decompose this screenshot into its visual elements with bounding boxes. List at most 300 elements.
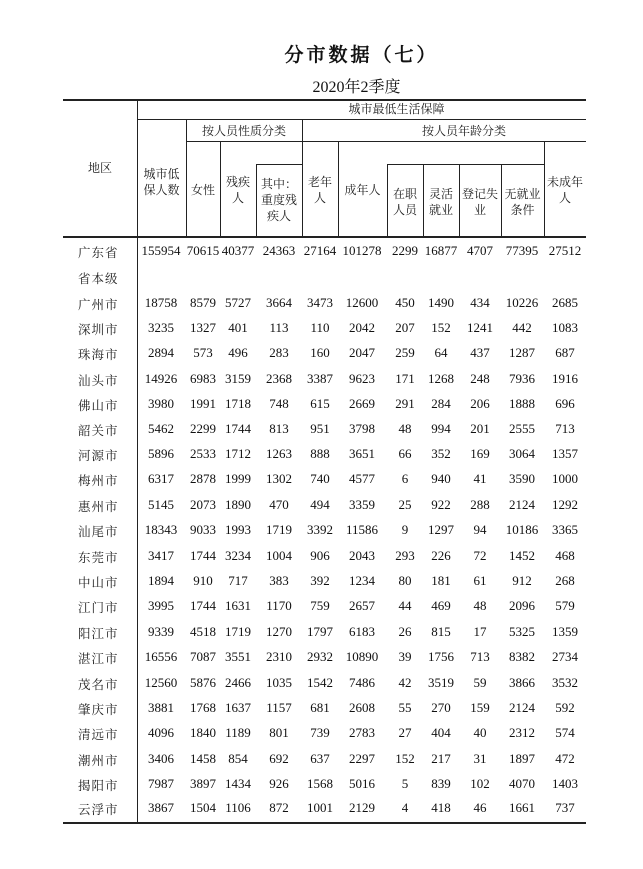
table-cell: 1840 <box>190 725 216 740</box>
table-cell: 1297 <box>428 522 454 537</box>
region-label: 广州市 <box>78 297 119 312</box>
region-label: 梅州市 <box>78 473 119 488</box>
header-total-line2: 保人数 <box>143 183 180 197</box>
table-cell: 10186 <box>505 522 539 537</box>
table-cell: 9339 <box>148 624 174 639</box>
table-cell: 94 <box>473 522 487 537</box>
table-cell: 171 <box>395 371 415 386</box>
table-cell: 1359 <box>552 624 578 639</box>
table-cell: 1270 <box>266 624 292 639</box>
table-cell: 951 <box>310 421 330 436</box>
table-cell: 27164 <box>303 243 337 258</box>
table-cell: 1631 <box>225 598 251 613</box>
table-cell: 926 <box>269 776 289 791</box>
table-cell: 994 <box>431 421 451 436</box>
table-cell: 160 <box>310 345 330 360</box>
table-cell: 910 <box>193 573 213 588</box>
header-adult-line1: 成年人 <box>344 183 381 197</box>
table-cell: 1768 <box>190 700 216 715</box>
table-cell: 1916 <box>552 371 578 386</box>
table-cell: 1357 <box>552 446 578 461</box>
region-label: 省本级 <box>78 271 119 286</box>
table-cell: 815 <box>431 624 451 639</box>
table-cell: 159 <box>470 700 490 715</box>
table-cell: 1292 <box>552 497 578 512</box>
table-cell: 2047 <box>349 345 375 360</box>
table-cell: 3234 <box>225 548 251 563</box>
header-elderly-line2: 人 <box>313 191 326 205</box>
region-label: 珠海市 <box>78 347 119 362</box>
table-cell: 839 <box>431 776 451 791</box>
table-cell: 1189 <box>225 725 251 740</box>
table-cell: 1718 <box>225 396 251 411</box>
table-cell: 496 <box>228 345 248 360</box>
table-cell: 226 <box>431 548 451 563</box>
table-cell: 27512 <box>548 243 582 258</box>
region-label: 湛江市 <box>78 651 119 666</box>
header-group: 城市最低生活保障 <box>348 102 445 116</box>
table-cell: 101278 <box>342 243 382 258</box>
table-cell: 2368 <box>266 371 292 386</box>
table-cell: 2555 <box>509 421 535 436</box>
table-cell: 1568 <box>307 776 333 791</box>
header-flexible-line2: 就业 <box>428 203 453 217</box>
table-cell: 248 <box>470 371 490 386</box>
rule-under-group <box>137 119 586 120</box>
table-cell: 268 <box>555 573 575 588</box>
table-cell: 740 <box>310 471 330 486</box>
region-label: 佛山市 <box>78 398 119 413</box>
table-cell: 1170 <box>266 598 292 613</box>
table-cell: 44 <box>398 598 412 613</box>
table-cell: 888 <box>310 446 330 461</box>
region-label: 中山市 <box>78 575 119 590</box>
table-cell: 2669 <box>349 396 375 411</box>
table-cell: 288 <box>470 497 490 512</box>
header-elderly <box>302 174 338 206</box>
table-cell: 3980 <box>148 396 174 411</box>
table-cell: 80 <box>398 573 412 588</box>
table-cell: 383 <box>269 573 289 588</box>
table-cell: 696 <box>555 396 575 411</box>
table-cell: 906 <box>310 548 330 563</box>
table-cell: 70615 <box>186 243 220 258</box>
table-cell: 64 <box>434 345 448 360</box>
region-label: 深圳市 <box>78 322 119 337</box>
table-cell: 1490 <box>428 295 454 310</box>
table-cell: 24363 <box>262 243 296 258</box>
table-cell: 6983 <box>190 371 216 386</box>
table-cell: 11586 <box>345 522 379 537</box>
table-cell: 2466 <box>225 675 251 690</box>
table-cell: 2932 <box>307 649 333 664</box>
table-cell: 8382 <box>509 649 535 664</box>
table-cell: 1888 <box>509 396 535 411</box>
header-minor-line1: 未成年 <box>546 175 583 189</box>
table-cell: 1327 <box>190 320 216 335</box>
table-cell: 12600 <box>345 295 379 310</box>
table-cell: 713 <box>470 649 490 664</box>
table-cell: 2310 <box>266 649 292 664</box>
table-cell: 3995 <box>148 598 174 613</box>
header-disabled-line1: 残疾 <box>225 175 250 189</box>
table-cell: 1234 <box>349 573 375 588</box>
table-cell: 2096 <box>509 598 535 613</box>
table-cell: 2608 <box>349 700 375 715</box>
table-cell: 1458 <box>190 751 216 766</box>
table-cell: 1993 <box>225 522 251 537</box>
table-cell: 2042 <box>349 320 375 335</box>
table-cell: 5016 <box>349 776 375 791</box>
table-cell: 2297 <box>349 751 375 766</box>
table-cell: 18758 <box>144 295 178 310</box>
table-cell: 801 <box>269 725 289 740</box>
table-cell: 5 <box>401 776 409 791</box>
table-cell: 1890 <box>225 497 251 512</box>
table-cell: 5876 <box>190 675 216 690</box>
table-cell: 692 <box>269 751 289 766</box>
table-cell: 3798 <box>349 421 375 436</box>
table-cell: 46 <box>473 800 487 815</box>
table-cell: 1403 <box>552 776 578 791</box>
table-cell: 61 <box>473 573 487 588</box>
header-employed-line1: 在职 <box>392 187 417 201</box>
header-registered <box>459 186 501 218</box>
table-cell: 1542 <box>307 675 333 690</box>
table-cell: 3387 <box>307 371 333 386</box>
table-cell: 1035 <box>266 675 292 690</box>
table-cell: 1000 <box>552 471 578 486</box>
table-cell: 5462 <box>148 421 174 436</box>
table-cell: 9623 <box>349 371 375 386</box>
table-cell: 39 <box>398 649 412 664</box>
table-cell: 9033 <box>190 522 216 537</box>
table-cell: 4518 <box>190 624 216 639</box>
table-cell: 1719 <box>225 624 251 639</box>
table-cell: 31 <box>473 751 487 766</box>
table-cell: 2073 <box>190 497 216 512</box>
table-cell: 404 <box>431 725 451 740</box>
table-cell: 1106 <box>225 800 251 815</box>
table-cell: 259 <box>395 345 415 360</box>
table-cell: 2043 <box>349 548 375 563</box>
table-cell: 739 <box>310 725 330 740</box>
region-label: 潮州市 <box>78 753 119 768</box>
rule-severe-top <box>256 164 302 165</box>
table-cell: 4 <box>401 800 409 815</box>
table-cell: 7486 <box>349 675 375 690</box>
table-cell: 392 <box>310 573 330 588</box>
table-cell: 155954 <box>141 243 181 258</box>
table-cell: 7987 <box>148 776 174 791</box>
table-cell: 40377 <box>221 243 255 258</box>
header-disabled-line2: 人 <box>231 191 244 205</box>
table-cell: 2533 <box>190 446 216 461</box>
table-cell: 637 <box>310 751 330 766</box>
table-cell: 1712 <box>225 446 251 461</box>
table-cell: 3064 <box>509 446 535 461</box>
header-employed-line2: 人员 <box>392 203 417 217</box>
table-cell: 1157 <box>266 700 292 715</box>
page-title: 分市数据（七） <box>284 44 439 66</box>
table-cell: 5896 <box>148 446 174 461</box>
table-cell: 3473 <box>307 295 333 310</box>
table-cell: 283 <box>269 345 289 360</box>
table-cell: 25 <box>398 497 412 512</box>
table-cell: 6183 <box>349 624 375 639</box>
table-cell: 14926 <box>144 371 178 386</box>
table-cell: 468 <box>555 548 575 563</box>
table-cell: 1263 <box>266 446 292 461</box>
table-cell: 10890 <box>345 649 379 664</box>
table-cell: 713 <box>555 421 575 436</box>
table-cell: 8579 <box>190 295 216 310</box>
header-severe-line2: 重度残 <box>260 193 297 207</box>
table-cell: 1897 <box>509 751 535 766</box>
table-cell: 437 <box>470 345 490 360</box>
header-flexible-line1: 灵活 <box>428 187 453 201</box>
table-cell: 854 <box>228 751 248 766</box>
table-cell: 9 <box>401 522 409 537</box>
header-minor-line2: 人 <box>558 191 571 205</box>
table-cell: 813 <box>269 421 289 436</box>
table-cell: 470 <box>269 497 289 512</box>
rule-work-top <box>387 164 544 165</box>
table-cell: 1004 <box>266 548 292 563</box>
table-cell: 940 <box>431 471 451 486</box>
table-cell: 1661 <box>509 800 535 815</box>
table-cell: 2124 <box>509 497 535 512</box>
table-cell: 1452 <box>509 548 535 563</box>
header-female-line1: 女性 <box>190 183 215 197</box>
table-cell: 59 <box>473 675 487 690</box>
table-cell: 2878 <box>190 471 216 486</box>
table-cell: 574 <box>555 725 575 740</box>
region-label: 揭阳市 <box>78 778 119 793</box>
table-cell: 4707 <box>467 243 493 258</box>
table-cell: 450 <box>395 295 415 310</box>
table-cell: 3392 <box>307 522 333 537</box>
table-cell: 2783 <box>349 725 375 740</box>
table-cell: 1797 <box>307 624 333 639</box>
table-cell: 681 <box>310 700 330 715</box>
table-cell: 40 <box>473 725 487 740</box>
header-by-age: 按人员年龄分类 <box>421 124 506 138</box>
table-cell: 1241 <box>467 320 493 335</box>
table-cell: 922 <box>431 497 451 512</box>
table-cell: 1744 <box>190 598 216 613</box>
table-cell: 4096 <box>148 725 174 740</box>
table-cell: 66 <box>398 446 412 461</box>
table-cell: 3365 <box>552 522 578 537</box>
table-cell: 3519 <box>428 675 454 690</box>
region-label: 清远市 <box>78 727 119 742</box>
region-label: 河源市 <box>78 448 119 463</box>
table-cell: 2734 <box>552 649 578 664</box>
table-cell: 1637 <box>225 700 251 715</box>
table-cell: 3881 <box>148 700 174 715</box>
table-cell: 206 <box>470 396 490 411</box>
table-cell: 12560 <box>144 675 178 690</box>
table-cell: 2299 <box>190 421 216 436</box>
table-cell: 169 <box>470 446 490 461</box>
table-cell: 5727 <box>225 295 251 310</box>
region-label: 广东省 <box>78 245 119 260</box>
header-adult <box>338 182 387 198</box>
header-registered-line1: 登记失 <box>461 187 498 201</box>
region-label: 江门市 <box>78 600 119 615</box>
header-severe <box>256 176 302 224</box>
table-cell: 4070 <box>509 776 535 791</box>
table-cell: 912 <box>512 573 532 588</box>
region-label: 云浮市 <box>78 802 119 817</box>
table-cell: 592 <box>555 700 575 715</box>
table-cell: 1719 <box>266 522 292 537</box>
table-cell: 2894 <box>148 345 174 360</box>
header-female <box>186 182 220 198</box>
table-cell: 494 <box>310 497 330 512</box>
table-cell: 748 <box>269 396 289 411</box>
header-elderly-line1: 老年 <box>307 175 332 189</box>
table-cell: 48 <box>473 598 487 613</box>
page-subtitle: 2020年2季度 <box>312 79 401 96</box>
table-cell: 152 <box>395 751 415 766</box>
table-cell: 217 <box>431 751 451 766</box>
table-cell: 1001 <box>307 800 333 815</box>
table-cell: 579 <box>555 598 575 613</box>
table-cell: 3532 <box>552 675 578 690</box>
table-cell: 6317 <box>148 471 174 486</box>
table-cell: 1504 <box>190 800 216 815</box>
table-cell: 2129 <box>349 800 375 815</box>
header-no-condition-line1: 无就业 <box>504 187 541 201</box>
table-cell: 1744 <box>225 421 251 436</box>
table-cell: 1268 <box>428 371 454 386</box>
table-cell: 1894 <box>148 573 174 588</box>
table-cell: 2312 <box>509 725 535 740</box>
header-severe-line3: 疾人 <box>266 209 291 223</box>
table-cell: 16877 <box>424 243 458 258</box>
table-cell: 16556 <box>144 649 178 664</box>
table-cell: 442 <box>512 320 532 335</box>
table-cell: 737 <box>555 800 575 815</box>
header-minor <box>544 174 586 206</box>
table-cell: 17 <box>473 624 487 639</box>
table-cell: 615 <box>310 396 330 411</box>
table-cell: 717 <box>228 573 248 588</box>
table-cell: 687 <box>555 345 575 360</box>
table-cell: 3651 <box>349 446 375 461</box>
region-label: 茂名市 <box>78 677 119 692</box>
table-bottom-rule <box>63 822 586 824</box>
header-registered-line2: 业 <box>473 203 486 217</box>
table-cell: 469 <box>431 598 451 613</box>
table-cell: 5145 <box>148 497 174 512</box>
table-cell: 201 <box>470 421 490 436</box>
table-cell: 1756 <box>428 649 454 664</box>
table-cell: 207 <box>395 320 415 335</box>
table-cell: 55 <box>398 700 412 715</box>
table-cell: 3359 <box>349 497 375 512</box>
table-cell: 1999 <box>225 471 251 486</box>
table-cell: 293 <box>395 548 415 563</box>
table-cell: 3867 <box>148 800 174 815</box>
table-cell: 41 <box>473 471 487 486</box>
header-no-condition <box>501 186 544 218</box>
rule-under-subgroups <box>186 141 586 142</box>
table-cell: 3235 <box>148 320 174 335</box>
table-cell: 7087 <box>190 649 216 664</box>
table-cell: 3417 <box>148 548 174 563</box>
table-cell: 291 <box>395 396 415 411</box>
table-cell: 7936 <box>509 371 535 386</box>
table-cell: 42 <box>398 675 412 690</box>
region-label: 汕头市 <box>78 373 119 388</box>
table-cell: 2657 <box>349 598 375 613</box>
table-cell: 759 <box>310 598 330 613</box>
table-cell: 181 <box>431 573 451 588</box>
table-cell: 10226 <box>505 295 539 310</box>
table-cell: 1287 <box>509 345 535 360</box>
header-total-line1: 城市低 <box>143 167 180 181</box>
table-cell: 3664 <box>266 295 292 310</box>
table-cell: 110 <box>310 320 330 335</box>
table-cell: 434 <box>470 295 490 310</box>
table-cell: 3159 <box>225 371 251 386</box>
table-cell: 2299 <box>392 243 418 258</box>
region-label: 阳江市 <box>78 626 119 641</box>
header-employed <box>387 186 423 218</box>
table-cell: 3897 <box>190 776 216 791</box>
table-cell: 1434 <box>225 776 251 791</box>
table-cell: 4577 <box>349 471 375 486</box>
table-cell: 48 <box>398 421 412 436</box>
header-flexible <box>423 186 459 218</box>
region-label: 韶关市 <box>78 423 119 438</box>
table-cell: 573 <box>193 345 213 360</box>
table-cell: 77395 <box>505 243 539 258</box>
table-cell: 270 <box>431 700 451 715</box>
table-cell: 872 <box>269 800 289 815</box>
table-cell: 113 <box>269 320 289 335</box>
table-cell: 72 <box>473 548 487 563</box>
table-cell: 352 <box>431 446 451 461</box>
table-cell: 3551 <box>225 649 251 664</box>
table-cell: 284 <box>431 396 451 411</box>
table-cell: 401 <box>228 320 248 335</box>
header-disabled <box>220 174 256 206</box>
table-cell: 3866 <box>509 675 535 690</box>
header-severe-line1: 其中： <box>260 177 297 191</box>
table-cell: 26 <box>398 624 412 639</box>
region-label: 惠州市 <box>78 499 119 514</box>
table-cell: 1302 <box>266 471 292 486</box>
table-cell: 418 <box>431 800 451 815</box>
header-region: 地区 <box>87 161 112 175</box>
table-cell: 2124 <box>509 700 535 715</box>
table-cell: 3590 <box>509 471 535 486</box>
table-cell: 18343 <box>144 522 178 537</box>
table-cell: 1744 <box>190 548 216 563</box>
region-label: 肇庆市 <box>78 702 119 717</box>
table-cell: 3406 <box>148 751 174 766</box>
header-total <box>137 166 186 198</box>
table-cell: 2685 <box>552 295 578 310</box>
table-cell: 102 <box>470 776 490 791</box>
region-label: 汕尾市 <box>78 524 119 539</box>
table-cell: 1083 <box>552 320 578 335</box>
region-label: 东莞市 <box>78 550 119 565</box>
